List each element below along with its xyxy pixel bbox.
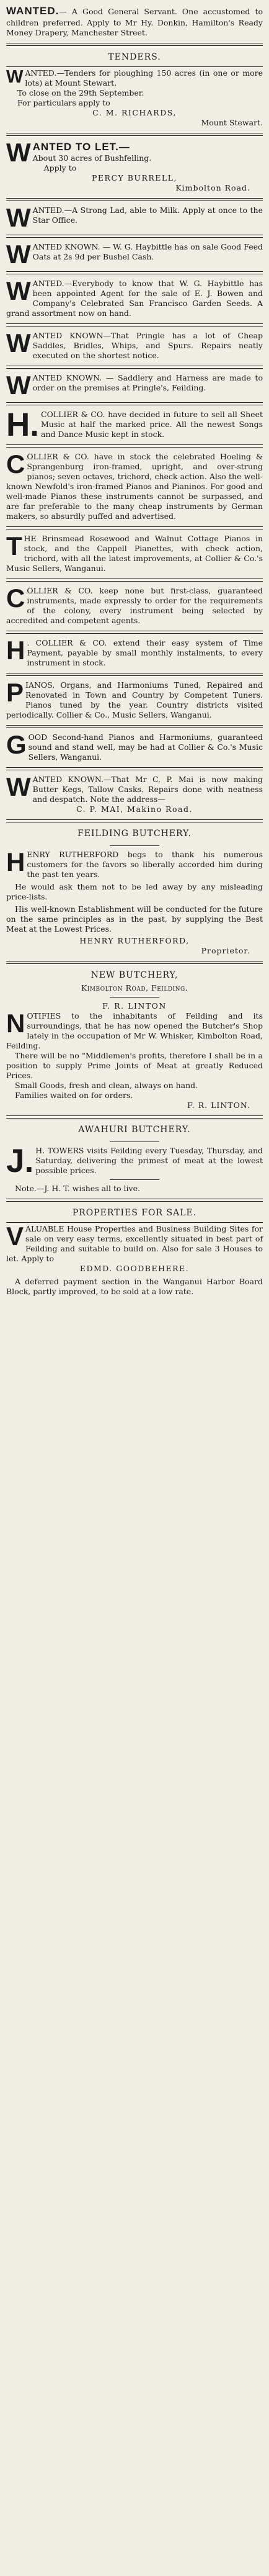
ad-body: ANTED.—A Strong Lad, able to Milk. Apply at once to the Star Office.: [32, 205, 263, 225]
ad-body: OLLIER & CO. keep none but first-class, guaranteed instruments, made expressly to order for the requirements of the colony, every instrument being selected by accredited and competent agents.: [6, 586, 263, 626]
ad-brinsmead-pianos: [6, 531, 263, 577]
divider: [6, 526, 263, 529]
ad-place: Mount Stewart.: [201, 117, 263, 127]
ad-feed-oats: [6, 240, 263, 269]
ad-body: ENRY RUTHERFORD begs to thank his numerous customers for the favors so liberally accorded him during the past ten years.: [27, 850, 263, 880]
section-heading: FEILDING BUTCHERY.: [77, 829, 192, 839]
ad-mai-butter-kegs: [6, 772, 263, 817]
drop-cap: T: [6, 531, 22, 561]
ad-saddlery: [6, 371, 263, 400]
divider: [6, 271, 263, 274]
ad-paragraph: There will be no "Middlemen's profits, therefore I shall be in a position to supply Prime Joints of Meat at greatly Reduced Prices.: [6, 1051, 263, 1081]
ad-body: COLLIER & CO. have decided in future to sell all Sheet Music at half the marked price. All the newest Songs and Dance Music kept in stock.: [41, 409, 263, 439]
divider: [6, 673, 263, 676]
ad-signature: EDMD. GOODBEHERE.: [79, 1264, 190, 1274]
ad-place: Kimbolton Road.: [175, 183, 250, 193]
drop-cap: W: [6, 328, 31, 358]
drop-cap: V: [6, 1222, 24, 1251]
divider: [6, 444, 263, 448]
divider: [6, 631, 263, 634]
drop-cap: W: [6, 203, 31, 233]
divider: [6, 819, 263, 822]
drop-cap: G: [6, 730, 27, 760]
drop-cap: H: [6, 847, 25, 877]
ad-body: ANTED KNOWN.—That Mr C. P. Mai is now making Butter Kegs, Tallow Casks. Repairs done with neatness and despatch. Note the address—: [32, 775, 263, 804]
ad-body: ANTED.—Everybody to know that W. G. Haybittle has been appointed Agent for the sale of E. J. Bowen and Company's Celebrated San Francisco Garden Seeds. A grand assortment now on hand.: [6, 279, 263, 318]
ad-wanted-to-let: [6, 138, 263, 197]
section-heading: AWAHURI BUTCHERY.: [78, 1125, 191, 1135]
ad-new-butchery: [6, 966, 263, 1114]
ad-paragraph: His well-known Establishment will be conducted for the future on the same principles as in the past, by supplying the Best Meat at the Lowest Prices.: [6, 904, 263, 934]
ad-collier-pianos: [6, 449, 263, 525]
divider: [6, 579, 263, 582]
ad-paragraph: Small Goods, fresh and clean, always on hand.: [15, 1081, 198, 1091]
ad-body: . COLLIER & CO. extend their easy system of Time Payment, payable by small monthly instalments, to every instrument in stock.: [27, 638, 263, 668]
drop-cap: W: [6, 371, 31, 400]
divider: [6, 1222, 263, 1223]
section-heading: PROPERTIES FOR SALE.: [72, 1208, 197, 1218]
ad-signature: PERCY BURRELL,: [92, 173, 177, 183]
ad-body: ALUABLE House Properties and Business Building Sites for sale on very easy terms, excellently situated in best part of Feilding and suitable to build on. Also for sale 3 Houses to let. Apply to: [6, 1224, 263, 1264]
ad-paragraph: A deferred payment section in the Wanganui Harbor Board Block, partly improved, to be sold at a low rate.: [6, 1277, 263, 1297]
divider: [6, 1199, 263, 1202]
ad-body: About 30 acres of Bushfelling.: [32, 153, 152, 163]
short-rule: [110, 1179, 159, 1180]
ad-collier-sheet-music: [6, 407, 263, 443]
divider: [6, 366, 263, 369]
ad-collier-instruments: [6, 583, 263, 629]
ad-body: ANTED KNOWN. — Saddlery and Harness are made to order on the premises at Pringle's, Feilding.: [32, 373, 263, 392]
ad-awahuri-butchery: [6, 1120, 263, 1197]
drop-cap: C: [6, 583, 25, 613]
divider: [6, 961, 263, 964]
ad-body: OOD Second-hand Pianos and Harmoniums, guaranteed sound and stand well, may be had at Collier & Co.'s Music Sellers, Wanganui.: [28, 732, 263, 762]
ad-piano-tuning: [6, 678, 263, 723]
section-subheading: Kimbolton Road, Feilding.: [81, 983, 188, 993]
drop-cap: W: [6, 240, 31, 269]
ad-body: ANTED KNOWN—That Pringle has a lot of Cheap Saddles, Bridles, Whips, and Spurs. Repairs neatly executed on the shortest notice.: [32, 331, 263, 360]
ad-body: OLLIER & CO. have in stock the celebrated Hoeling & Sprangenburg iron-framed, upright, and over-strung pianos; seven octaves, trichord, check action. Also the well-known Newfold's iron-framed Pianos and Pianinos. For good and well-made Pianos these instruments cannot be surpassed, and are far preferable to the many cheap instruments by German makers, so absurdly puffed and advertised.: [6, 452, 263, 521]
ad-paragraph: He would ask them not to be led away by any misleading price-lists.: [6, 882, 263, 902]
ad-body: HE Brinsmead Rosewood and Walnut Cottage Pianos in stock, and the Cappell Pianettes, with check action, trichord, with all the latest improvements, at Collier & Co.'s Music Sellers, Wanganui.: [6, 534, 263, 574]
ad-body: — A Good General Servant. One accustomed to children preferred. Apply to Mr Hy. Donkin, Hamilton's Ready Money Drapery, Manchester Street.: [6, 7, 263, 37]
drop-cap: H.: [6, 406, 39, 443]
ad-collier-time-payment: [6, 636, 263, 671]
ad-line: To close on the 29th September.: [17, 88, 144, 97]
ad-paragraph: Families waited on for orders.: [15, 1091, 133, 1101]
ad-body: H. TOWERS visits Feilding every Tuesday, Thursday, and Saturday, delivering the primest of meat at the lowest possible prices.: [35, 1146, 263, 1176]
ad-body: ANTED KNOWN. — W. G. Haybittle has on sale Good Feed Oats at 2s 9d per Bushel Cash.: [32, 242, 263, 262]
drop-cap: H: [6, 636, 25, 665]
ad-signature-title: Proprietor.: [201, 946, 250, 956]
drop-cap: W: [6, 772, 31, 802]
short-rule: [110, 845, 159, 846]
drop-cap: N: [6, 1009, 25, 1038]
ad-wanted-servant: [6, 2, 263, 41]
drop-cap: W: [6, 276, 31, 305]
ad-tenders: [6, 48, 263, 131]
ad-line: Apply to: [43, 163, 77, 173]
ad-body: ANTED.—Tenders for ploughing 150 acres (in one or more lots) at Mount Stewart.: [25, 68, 263, 88]
divider: [6, 133, 263, 136]
ad-properties-for-sale: [6, 1204, 263, 1300]
drop-cap: W: [6, 137, 31, 167]
section-heading: TENDERS.: [108, 52, 161, 62]
divider: [6, 1115, 263, 1119]
drop-cap: J.: [6, 1143, 34, 1180]
divider: [6, 43, 263, 46]
proprietor-name: F. R. LINTON: [102, 1001, 167, 1011]
section-heading: NEW BUTCHERY,: [90, 970, 179, 981]
drop-cap: W: [6, 66, 24, 87]
drop-cap: C: [6, 449, 25, 479]
ad-signature: C. P. MAI, Makino Road.: [76, 804, 193, 814]
short-rule: [110, 997, 159, 998]
ad-note: Note.—J. H. T. wishes all to live.: [15, 1184, 140, 1194]
ad-garden-seeds: [6, 276, 263, 322]
ad-pringle-saddles: [6, 328, 263, 364]
divider: [6, 323, 263, 327]
divider: [6, 66, 263, 67]
divider: [6, 235, 263, 238]
ad-title: ANTED TO LET.—: [32, 140, 130, 153]
divider: [6, 725, 263, 728]
ad-body: OTIFIES to the inhabitants of Feilding and its surroundings, that he has now opened the Butcher's Shop lately in the occupation of Mr W. Whisker, Kimbolton Road, Feilding.: [6, 1011, 263, 1051]
ad-line: For particulars apply to: [17, 97, 110, 107]
ad-body: IANOS, Organs, and Harmoniums Tuned, Repaired and Renovated in Town and Country by Competent Tuners. Pianos tuned by the year. Country districts visited periodically. Collier & Co., Music Sellers, Wanganui.: [6, 680, 263, 720]
divider: [6, 767, 263, 770]
ad-signature: HENRY RUTHERFORD,: [79, 936, 190, 946]
ad-lead-word: WANTED.: [6, 5, 60, 17]
drop-cap: P: [6, 678, 24, 708]
ad-wanted-lad: [6, 203, 263, 233]
divider: [6, 198, 263, 201]
ad-secondhand-pianos: [6, 730, 263, 765]
ad-signature: F. R. LINTON.: [187, 1101, 250, 1110]
divider: [6, 402, 263, 405]
ad-feilding-butchery: [6, 824, 263, 959]
ad-signature: C. M. RICHARDS,: [92, 107, 177, 117]
